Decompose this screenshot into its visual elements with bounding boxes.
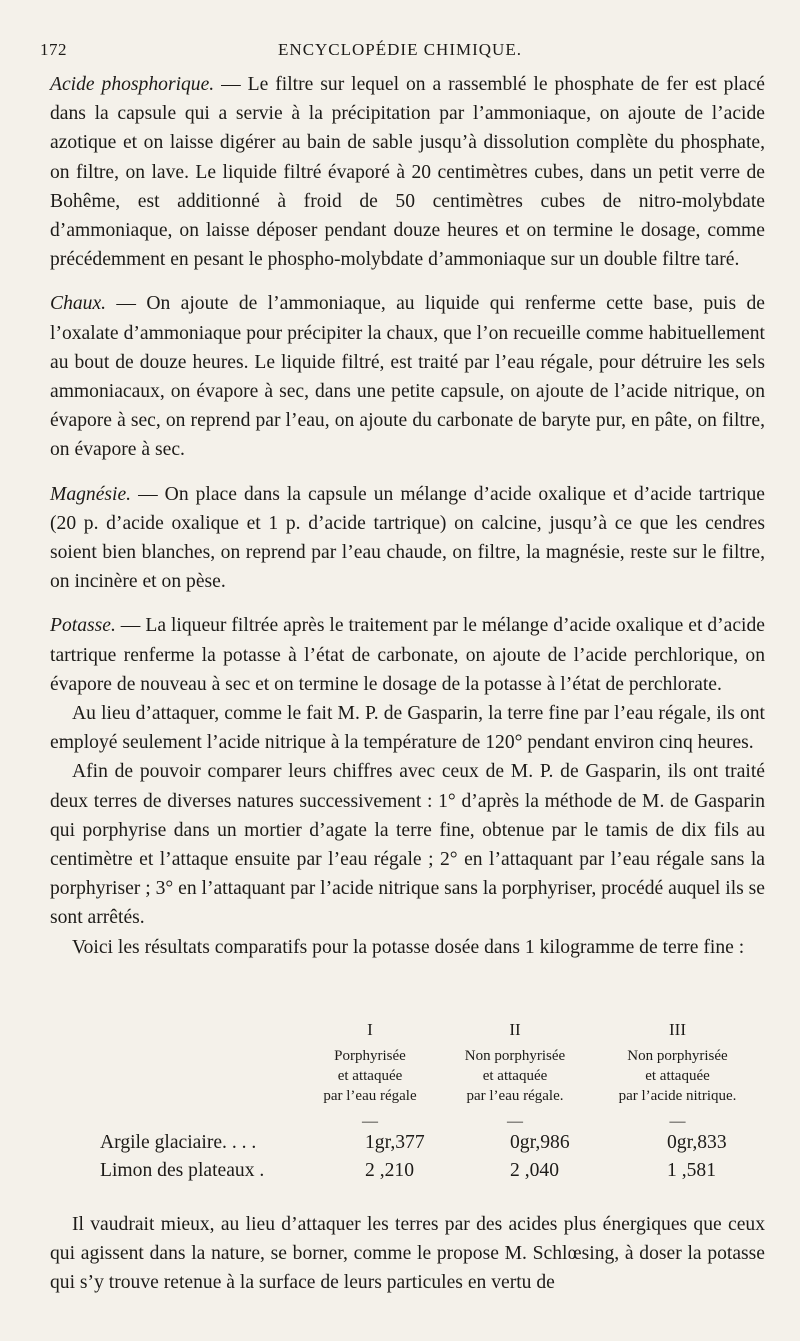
section-text: — Le filtre sur lequel on a rassemblé le phosphate de fer est placé dans la capsule qui a servie à la précipitation par l’ammoniaque, on ajoute de l’acide azotique et on laisse digérer au bain de sable jusqu’à dissolution complète du phosphate, on filtre, on lave. Le liquide filtré évaporé à 20 centimètres cubes, dans un petit verre de Bohême, est additionné à froid de 50 centimètres cubes de nitro-molybdate d’ammoniaque, on laisse déposer pendant douze heures et on termine le dosage, comme précédemment en pesant le phospho-molybdate d’ammoniaque sur un double filtre taré.	[50, 74, 765, 271]
row-value: 2 ,210	[365, 1160, 414, 1181]
row-value: 1gr,377	[365, 1132, 425, 1153]
section-heading: Acide phosphorique.	[50, 74, 215, 95]
section-text: — On ajoute de l’ammoniaque, au liquide qui renferme cette base, puis de l’oxalate d’ammoniaque pour précipiter la chaux, que l’on recueille comme habituellement au bout de douze heures. Le liquide filtré, est traité par l’eau régale, pour détruire les sels ammoniacaux, on évapore à sec, dans une petite capsule, on ajoute de l’acide nitrique, on évapore à sec, on reprend par l’eau, on ajoute du carbonate de baryte pur, en pâte, on filtre, on évapore à sec.	[50, 293, 765, 461]
section-magnesie	[50, 480, 765, 597]
section-chaux	[50, 289, 765, 464]
section-acide-phosphorique	[50, 70, 765, 274]
column-label: Porphyrisée	[334, 1048, 406, 1064]
column-numeral: III	[669, 1020, 686, 1039]
column-label: par l’acide nitrique.	[618, 1088, 737, 1104]
table-column-header	[445, 1020, 585, 1132]
closing-text	[50, 1210, 765, 1298]
table-column-header	[590, 1020, 765, 1132]
row-value: 2 ,040	[510, 1160, 559, 1181]
section-heading: Chaux.	[50, 293, 107, 315]
row-value: 0gr,986	[510, 1132, 570, 1153]
paragraph: Au lieu d’attaquer, comme le fait M. P. de Gasparin, la terre fine par l’eau régale, ils ont employé seulement l’acide nitrique à la température de 120° pendant environ cinq heures.	[50, 703, 765, 754]
section-heading: Magnésie.	[50, 483, 132, 505]
section-text: — La liqueur filtrée après le traitement par le mélange d’acide oxalique et d’acide tartrique renferme la potasse à l’état de carbonate, on ajoute de l’acide perchlorique, on évapore de nouveau à sec et on termine le dosage de la potasse à l’état de perchlorate.	[50, 615, 765, 695]
column-label: Non porphyrisée	[464, 1048, 566, 1064]
paragraph: Afin de pouvoir comparer leurs chiffres avec ceux de M. P. de Gasparin, ils ont traité deux terres de diverses natures successivement : 1° d’après la méthode de M. de Gasparin qui porphyrise dans un mortier d’agate la terre fine, obtenue par le tamis de dix fils au centimètre et l’attaque ensuite par l’eau régale ; 2° en l’attaquant par l’eau régale sans la porphyriser ; 3° en l’attaquant par l’acide nitrique sans la porphyriser, procédé auquel ils se sont arrêtés.	[50, 761, 765, 929]
column-label: et attaquée	[337, 1068, 403, 1084]
table-row	[100, 1132, 765, 1160]
section-potasse	[50, 611, 765, 699]
paragraph: Il vaudrait mieux, au lieu d’attaquer les terres par des acides plus énergiques que ceux qui agissent dans la nature, se borner, comme le propose M. Schlœsing, à doser la potasse qui s’y trouve retenue à la surface de leurs particules en vertu de	[50, 1214, 765, 1294]
row-label: Limon des plateaux .	[100, 1160, 265, 1181]
column-numeral: I	[367, 1020, 373, 1039]
section-heading: Potasse.	[50, 615, 116, 637]
section-text: — On place dans la capsule un mélange d’acide oxalique et d’acide tartrique (20 p. d’acide oxalique et 1 p. d’acide tartrique) on calcine, jusqu’à ce que les cendres soient bien blanches, on reprend par l’eau chaude, on filtre, la magnésie, reste sur le filtre, on incinère et on pèse.	[50, 483, 765, 593]
running-title: ENCYCLOPÉDIE CHIMIQUE.	[278, 40, 522, 59]
row-value: 0gr,833	[667, 1132, 727, 1153]
column-label: et attaquée	[482, 1068, 548, 1084]
page-number: 172	[40, 40, 67, 59]
table-row	[100, 1160, 765, 1188]
column-dash: —	[669, 1113, 686, 1130]
column-label: par l’eau régale.	[466, 1088, 564, 1104]
body-text	[50, 70, 765, 962]
column-numeral: II	[509, 1020, 521, 1039]
column-label: par l’eau régale	[323, 1088, 417, 1104]
table-column-header	[300, 1020, 440, 1132]
row-value: 1 ,581	[667, 1160, 716, 1181]
running-header	[40, 40, 760, 66]
column-dash: —	[362, 1113, 378, 1130]
column-label: et attaquée	[645, 1068, 710, 1084]
column-dash: —	[507, 1113, 523, 1130]
paragraph: Voici les résultats comparatifs pour la potasse dosée dans 1 kilogramme de terre fine :	[72, 936, 745, 958]
results-table	[50, 1020, 765, 1190]
row-label: Argile glaciaire. . . .	[100, 1132, 257, 1153]
column-label: Non porphyrisée	[627, 1048, 728, 1064]
